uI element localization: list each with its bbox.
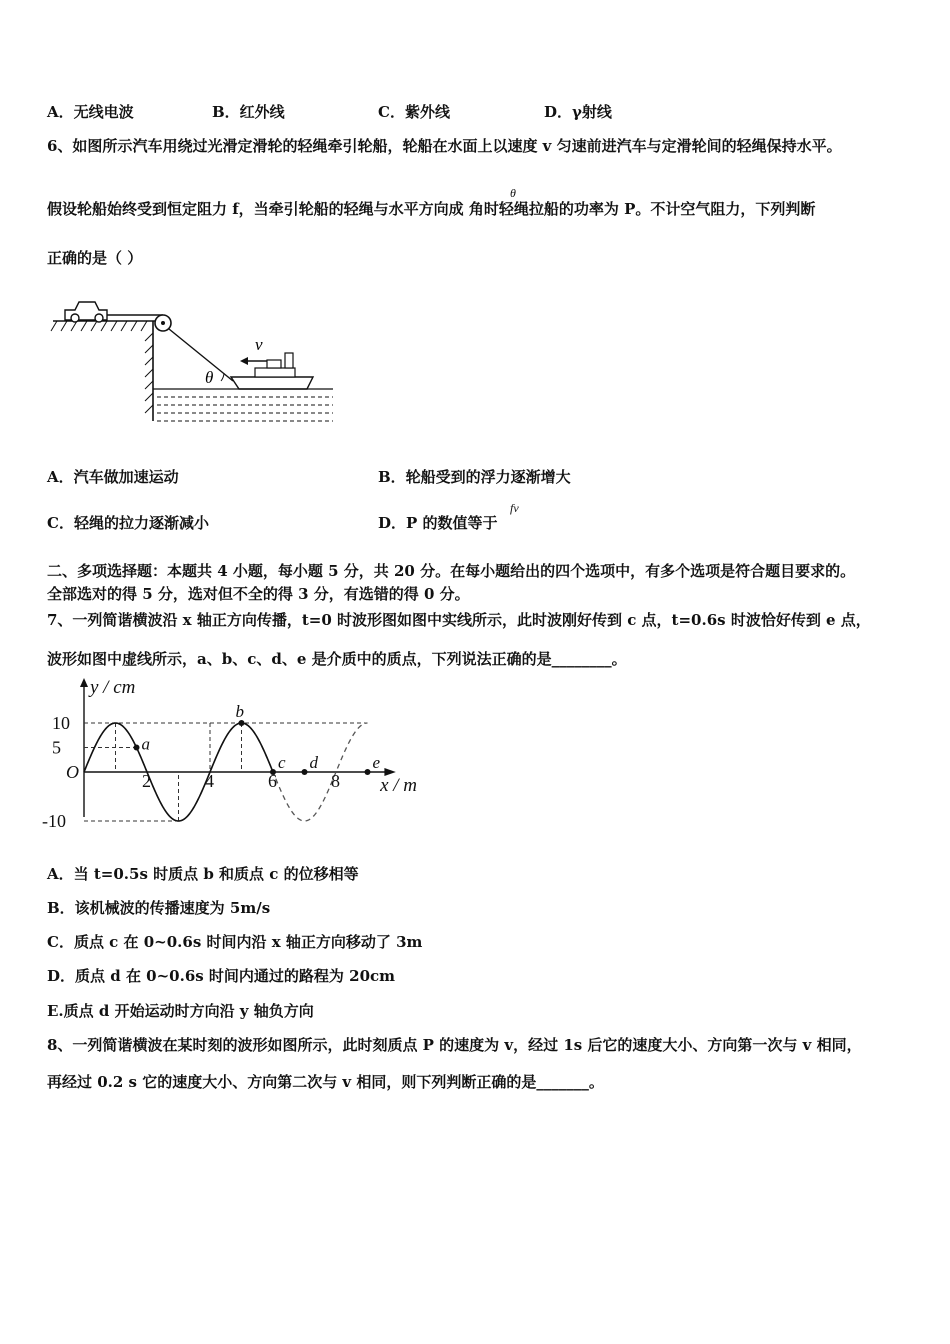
point-a (134, 745, 140, 751)
q7-stem-line2: 波形如图中虚线所示，a、b、c、d、e 是介质中的质点，下列说法正确的是________。 (47, 650, 627, 668)
x-tick-label: 2 (142, 771, 151, 791)
theta-label: θ (205, 368, 214, 387)
point-label-b: b (235, 702, 244, 721)
q7-option-c[interactable]: C．质点 c 在 0~0.6s 时间内沿 x 轴正方向移动了 3m (47, 933, 423, 951)
y-tick-label: 10 (52, 713, 70, 733)
point-e (365, 769, 371, 775)
y-axis-arrow-icon (80, 678, 88, 687)
arrow-left-icon (240, 357, 248, 365)
point-d (302, 769, 308, 775)
x-tick-label: 8 (331, 771, 340, 791)
y-tick-label: 5 (52, 737, 61, 758)
y-tick-label: -10 (42, 811, 66, 831)
point-label-a: a (141, 734, 151, 754)
q6-option-a[interactable]: A．汽车做加速运动 (47, 468, 179, 486)
x-axis-label: x / m (380, 775, 418, 796)
q5-option-c[interactable]: C．紫外线 (378, 103, 450, 121)
x-tick-label: 6 (268, 771, 277, 791)
q8-stem-line2: 再经过 0.2 s 它的速度大小、方向第二次与 v 相同，则下列判断正确的是_______。 (47, 1073, 604, 1091)
pulley-icon (155, 315, 171, 331)
point-label-d: d (309, 753, 318, 772)
origin-label: O (66, 762, 79, 782)
boat-icon (231, 353, 313, 389)
q5-option-a[interactable]: A．无线电波 (47, 103, 134, 121)
q6-option-d-fraction: fv (510, 501, 519, 515)
q7-stem-line1: 7、一列简谐横波沿 x 轴正方向传播，t=0 时波形图如图中实线所示，此时波刚好传到 c 点，t=0.6s 时波恰好传到 e 点， (47, 611, 871, 629)
q6-figure (45, 293, 340, 433)
q6-stem-line3: 正确的是（ ） (47, 249, 143, 267)
q6-option-d[interactable]: D．P 的数值等于 (378, 514, 498, 532)
q7-option-b[interactable]: B．该机械波的传播速度为 5m/s (47, 899, 271, 917)
velocity-label: v (255, 335, 263, 354)
point-label-e: e (372, 753, 381, 772)
q6-stem-line1: 6、如图所示汽车用绕过光滑定滑轮的轻绳牵引轮船，轮船在水面上以速度 v 匀速前进汽车与定滑轮间的轻绳保持水平。 (47, 137, 842, 155)
section2-heading-line1: 二、多项选择题：本题共 4 小题，每小题 5 分，共 20 分。在每小题给出的四个选项中，有多个选项是符合题目要求的。 (47, 562, 856, 580)
q8-stem-line1: 8、一列简谐横波在某时刻的波形如图所示，此时刻质点 P 的速度为 v，经过 1s 后它的速度大小、方向第一次与 v 相同， (47, 1036, 862, 1054)
q6-option-b[interactable]: B．轮船受到的浮力逐渐增大 (378, 468, 571, 486)
q7-option-a[interactable]: A．当 t=0.5s 时质点 b 和质点 c 的位移相等 (47, 865, 359, 883)
q5-option-d[interactable]: D．γ射线 (544, 103, 612, 121)
car-icon (65, 302, 107, 322)
point-label-c: c (278, 753, 286, 772)
q7-option-d[interactable]: D．质点 d 在 0~0.6s 时间内通过的路程为 20cm (47, 967, 396, 985)
q7-wave-chart (40, 675, 425, 840)
x-tick-label: 4 (205, 771, 214, 791)
y-axis-label: y / cm (90, 677, 136, 698)
q6-theta-symbol: θ (510, 186, 516, 200)
q6-option-c[interactable]: C．轻绳的拉力逐渐减小 (47, 514, 209, 532)
section2-heading-line2: 全部选对的得 5 分，选对但不全的得 3 分，有选错的得 0 分。 (47, 585, 470, 603)
q7-option-e[interactable]: E.质点 d 开始运动时方向沿 y 轴负方向 (47, 1002, 314, 1020)
q6-stem-line2: 假设轮船始终受到恒定阻力 f，当牵引轮船的轻绳与水平方向成 角时轻绳拉船的功率为 P。不计空气阻力，下列判断 (47, 200, 816, 218)
q5-option-b[interactable]: B．红外线 (212, 103, 285, 121)
